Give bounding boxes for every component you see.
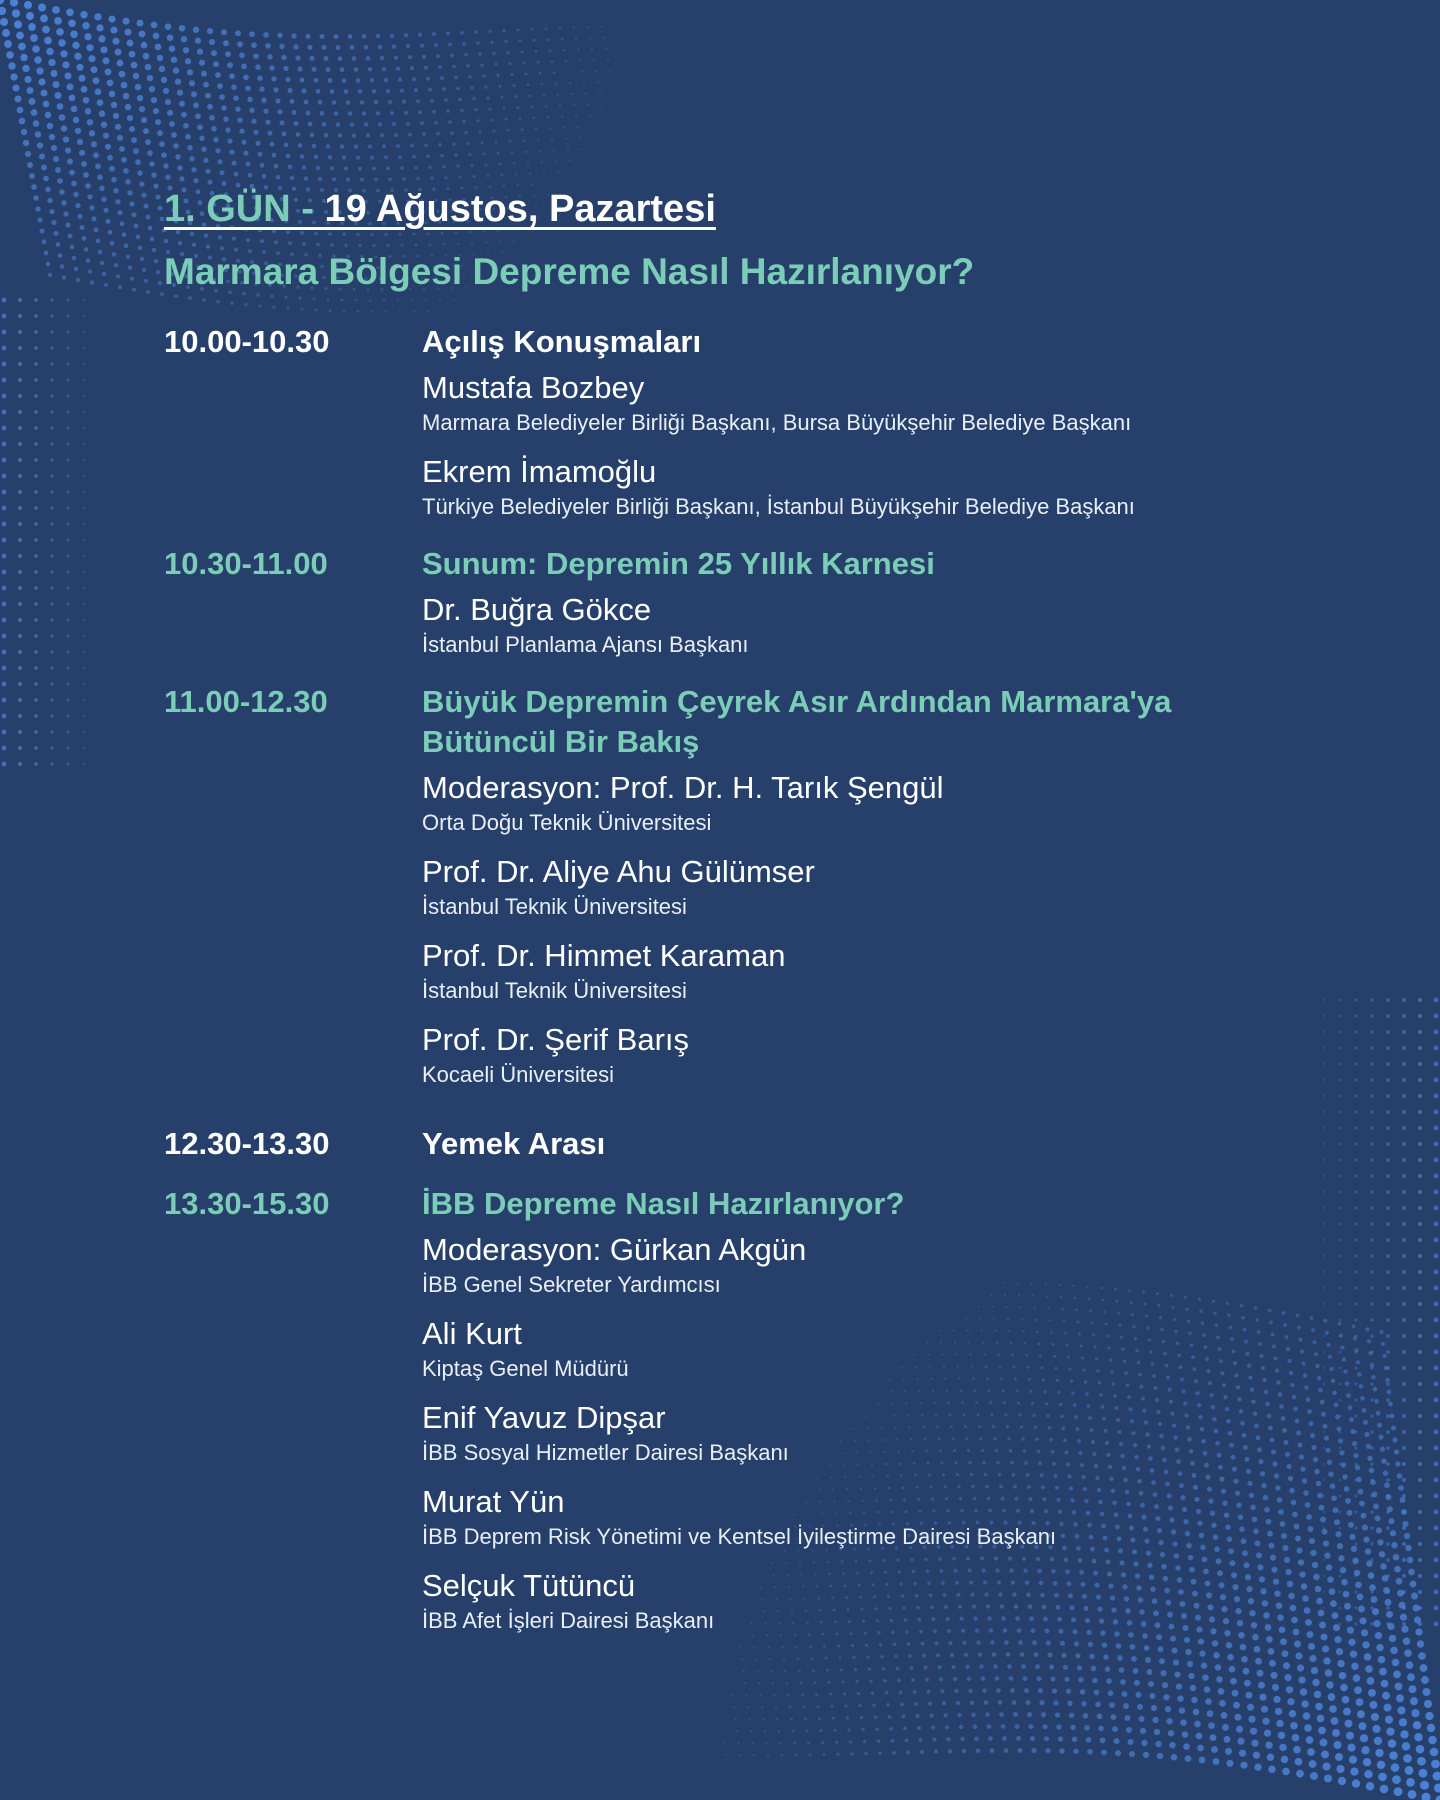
session-time: 12.30-13.30 (164, 1126, 330, 1161)
session-row (164, 322, 1314, 522)
speaker-role: İstanbul Teknik Üniversitesi (422, 894, 687, 919)
session-row (164, 1184, 1314, 1636)
speaker (422, 1230, 1314, 1300)
session-row (164, 544, 1314, 660)
session-body (422, 1124, 1314, 1170)
speaker-name: Selçuk Tütüncü (422, 1568, 636, 1603)
session-list (164, 322, 1314, 1636)
day-label: 1. GÜN - (164, 188, 325, 230)
speaker (422, 368, 1314, 438)
speaker-role: Kocaeli Üniversitesi (422, 1062, 614, 1087)
speaker-name: Mustafa Bozbey (422, 370, 645, 405)
speaker-name: Enif Yavuz Dipşar (422, 1400, 666, 1435)
speaker (422, 452, 1314, 522)
session-title: Sunum: Depremin 25 Yıllık Karnesi (422, 546, 935, 581)
speaker (422, 936, 1314, 1006)
session-title: Açılış Konuşmaları (422, 324, 702, 359)
speaker-name: Murat Yün (422, 1484, 565, 1519)
speaker-role: Türkiye Belediyeler Birliği Başkanı, İstanbul Büyükşehir Belediye Başkanı (422, 494, 1135, 519)
session-row (164, 682, 1314, 1090)
session-time: 10.00-10.30 (164, 324, 330, 359)
speaker (422, 1398, 1314, 1468)
speaker-role: Marmara Belediyeler Birliği Başkanı, Bursa Büyükşehir Belediye Başkanı (422, 410, 1132, 435)
speaker-name: Prof. Dr. Aliye Ahu Gülümser (422, 854, 815, 889)
session-body (422, 1184, 1314, 1636)
speaker-role: Kiptaş Genel Müdürü (422, 1356, 629, 1381)
speaker-name: Moderasyon: Gürkan Akgün (422, 1232, 807, 1267)
day-date: 19 Ağustos, Pazartesi (324, 188, 716, 230)
speaker (422, 1314, 1314, 1384)
session-time: 10.30-11.00 (164, 546, 328, 581)
speaker-name: Ali Kurt (422, 1316, 522, 1351)
session-title: İBB Depreme Nasıl Hazırlanıyor? (422, 1186, 905, 1221)
session-body (422, 682, 1314, 1090)
session-time: 13.30-15.30 (164, 1186, 330, 1221)
day-heading (164, 184, 1314, 234)
speaker (422, 1566, 1314, 1636)
speaker-name: Dr. Buğra Gökce (422, 592, 652, 627)
event-title: Marmara Bölgesi Depreme Nasıl Hazırlanıyor? (164, 251, 975, 292)
speaker-role: İstanbul Teknik Üniversitesi (422, 978, 687, 1003)
session-title: Yemek Arası (422, 1126, 606, 1161)
session-title: Büyük Depremin Çeyrek Asır Ardından Marmara'ya Bütüncül Bir Bakış (422, 684, 1172, 759)
schedule (164, 184, 1314, 1658)
session-row (164, 1124, 1314, 1170)
speaker-role: Orta Doğu Teknik Üniversitesi (422, 810, 712, 835)
speaker (422, 852, 1314, 922)
session-body (422, 322, 1314, 522)
session-body (422, 544, 1314, 660)
speaker-role: İBB Deprem Risk Yönetimi ve Kentsel İyileştirme Dairesi Başkanı (422, 1524, 1057, 1549)
speaker (422, 1482, 1314, 1552)
speaker-role: İBB Sosyal Hizmetler Dairesi Başkanı (422, 1440, 789, 1465)
speaker (422, 590, 1314, 660)
speaker-name: Moderasyon: Prof. Dr. H. Tarık Şengül (422, 770, 944, 805)
speaker-name: Ekrem İmamoğlu (422, 454, 657, 489)
speaker-name: Prof. Dr. Himmet Karaman (422, 938, 786, 973)
speaker-role: İBB Afet İşleri Dairesi Başkanı (422, 1608, 715, 1633)
speaker (422, 1020, 1314, 1090)
session-time: 11.00-12.30 (164, 684, 328, 719)
speaker (422, 768, 1314, 838)
speaker-role: İstanbul Planlama Ajansı Başkanı (422, 632, 749, 657)
speaker-role: İBB Genel Sekreter Yardımcısı (422, 1272, 721, 1297)
speaker-name: Prof. Dr. Şerif Barış (422, 1022, 690, 1057)
